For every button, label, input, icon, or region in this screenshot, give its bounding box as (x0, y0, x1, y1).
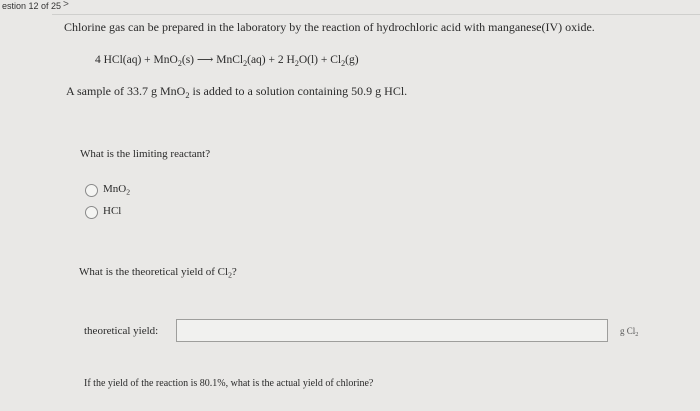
option-label: HCl (103, 205, 122, 217)
radio-hcl[interactable] (85, 206, 98, 219)
next-question-icon[interactable]: > (63, 0, 69, 10)
theoretical-yield-question: What is the theoretical yield of $Cl_2$? (79, 266, 237, 280)
sample-statement: A sample of 33.7 g MnO$_2$ is added to a solution containing 50.9 g HCl. (66, 84, 408, 100)
limiting-reactant-question: What is the limiting reactant? (80, 148, 211, 160)
theoretical-yield-label: theoretical yield: (84, 325, 159, 337)
radio-mno2[interactable] (85, 184, 98, 197)
reaction-arrow: ⟶ (194, 54, 217, 66)
actual-yield-question: If the yield of the reaction is 80.1%, what is the actual yield of chlorine? (84, 378, 374, 389)
reaction-equation: 4 HCl(aq) + MnO$_2$(s) ⟶ MnCl$_2$(aq) + 2 $H_2O(l) + Cl_2(g)$ (95, 54, 359, 68)
top-bar (0, 0, 700, 12)
problem-intro: Chlorine gas can be prepared in the laboratory by the reaction of hydrochloric acid with manganese(IV) oxide. (64, 20, 595, 34)
yield-unit: g $Cl_2$ (620, 326, 639, 339)
divider (52, 14, 700, 15)
option-label: MnO$_2$ (103, 183, 131, 197)
theoretical-yield-input[interactable] (176, 319, 608, 342)
question-counter: estion 12 of 25 (2, 1, 62, 11)
